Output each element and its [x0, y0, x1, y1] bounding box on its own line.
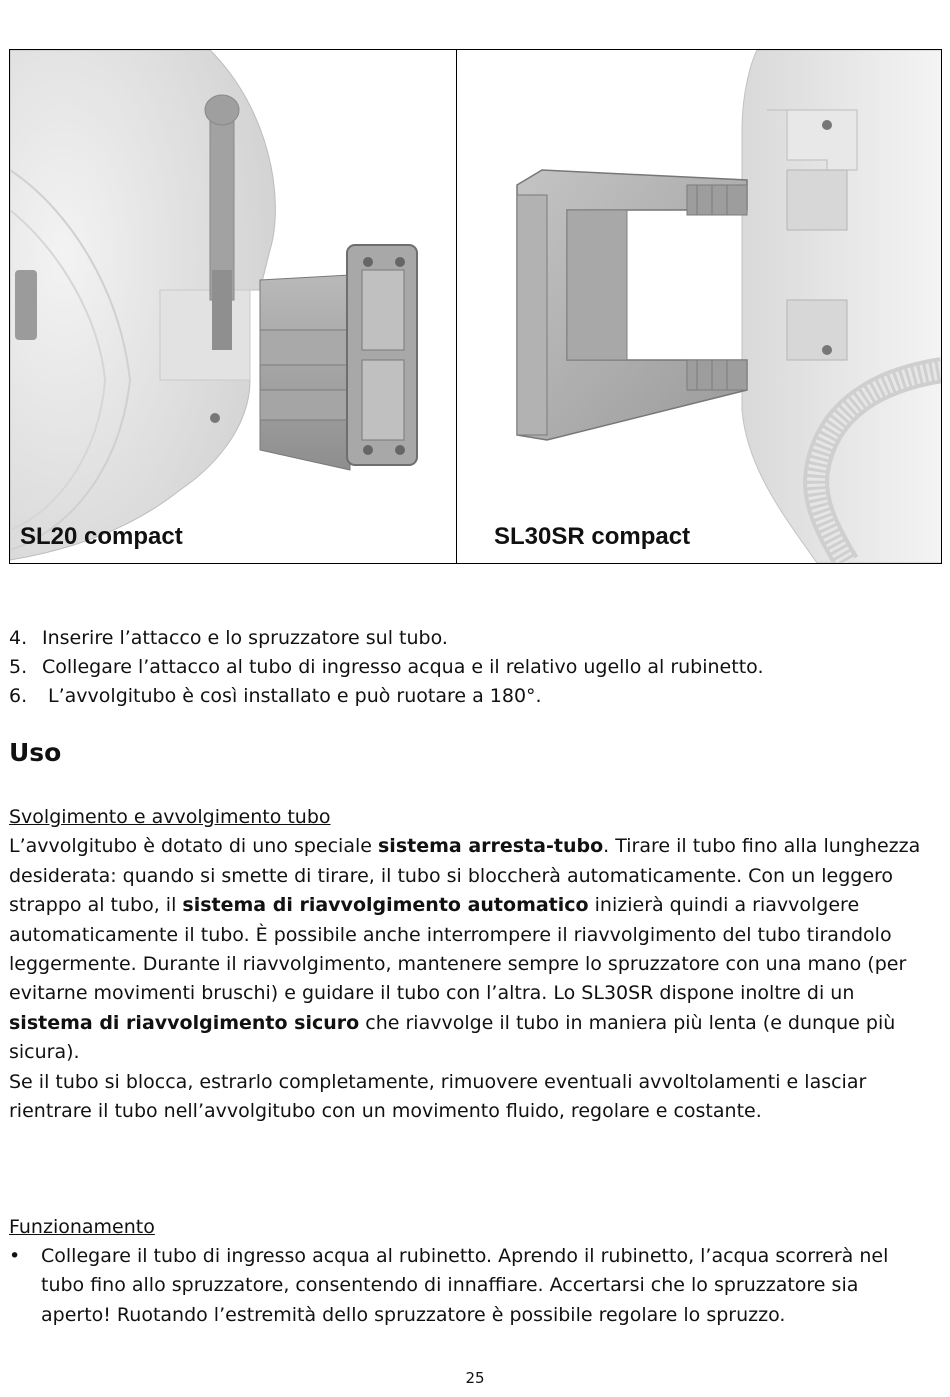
bold-term: sistema di riavvolgimento automatico	[182, 894, 589, 917]
step-text: L’avvolgitubo è così installato e può ruotare a 180°.	[42, 685, 542, 707]
subsection-title: Svolgimento e avvolgimento tubo	[9, 806, 331, 828]
operation-subsection-title-wrap	[9, 1213, 934, 1242]
bullet-icon: •	[9, 1245, 21, 1267]
product-figure	[9, 49, 942, 564]
step-number: 5.	[9, 656, 28, 678]
list-item	[9, 624, 763, 653]
section-title: Uso	[9, 738, 62, 767]
paragraph-text: L’avvolgitubo è dotato di uno speciale sistema arresta-tubo. Tirare il tubo fino alla lunghezza desiderata: quando si smette di tirare, il tubo si bloccherà automaticamente. Con un leggero strappo al tubo, il sistema di riavvolgimento automatico inizierà quindi a riavvolgere automaticamente il tubo. È possibile anche interrompere il riavvolgimento del tubo tirandolo leggermente. Durante il riavvolgimento, mantenere sempre lo spruzzatore con una mano (per evitarne movimenti bruschi) e guidare il tubo con l’altra. Lo SL30SR dispone inoltre di un sistema di riavvolgimento sicuro che riavvolge il tubo in maniera più lenta (e dunque più sicura).	[9, 835, 921, 1064]
operation-bullets	[9, 1242, 934, 1330]
paragraph-text: Se il tubo si blocca, estrarlo completamente, rimuovere eventuali avvoltolamenti e lasciar rientrare il tubo nell’avvolgitubo con un movimento fluido, regolare e costante.	[9, 1070, 867, 1123]
sl20-bracket-illustration	[10, 50, 456, 563]
step-number: 6.	[9, 685, 28, 707]
list-item	[9, 1242, 934, 1330]
step-text: Collegare l’attacco al tubo di ingresso acqua e il relativo ugello al rubinetto.	[42, 656, 764, 678]
list-item	[9, 653, 763, 682]
subsection-title: Funzionamento	[9, 1216, 155, 1238]
bold-term: sistema di riavvolgimento sicuro	[9, 1011, 360, 1034]
sl30sr-caption: SL30SR compact	[494, 523, 691, 550]
panel-sl30sr	[457, 50, 941, 563]
install-steps-list	[9, 624, 763, 711]
panel-sl20	[10, 50, 457, 563]
sl30sr-bracket-illustration	[457, 50, 941, 563]
step-text: Inserire l’attacco e lo spruzzatore sul tubo.	[42, 627, 448, 649]
bold-term: sistema arresta-tubo	[378, 835, 604, 858]
unwind-rewind-section	[9, 803, 934, 1126]
page-number: 25	[465, 1369, 485, 1387]
sl20-caption: SL20 compact	[20, 523, 183, 550]
bullet-text: Collegare il tubo di ingresso acqua al rubinetto. Aprendo il rubinetto, l’acqua scorrerà nel tubo fino allo spruzzatore, consentendo di innaffiare. Accertarsi che lo spruzzatore sia aperto! Ruotando l’estremità dello spruzzatore è possibile regolare lo spruzzo.	[41, 1245, 889, 1326]
list-item	[9, 682, 763, 711]
step-number: 4.	[9, 627, 28, 649]
